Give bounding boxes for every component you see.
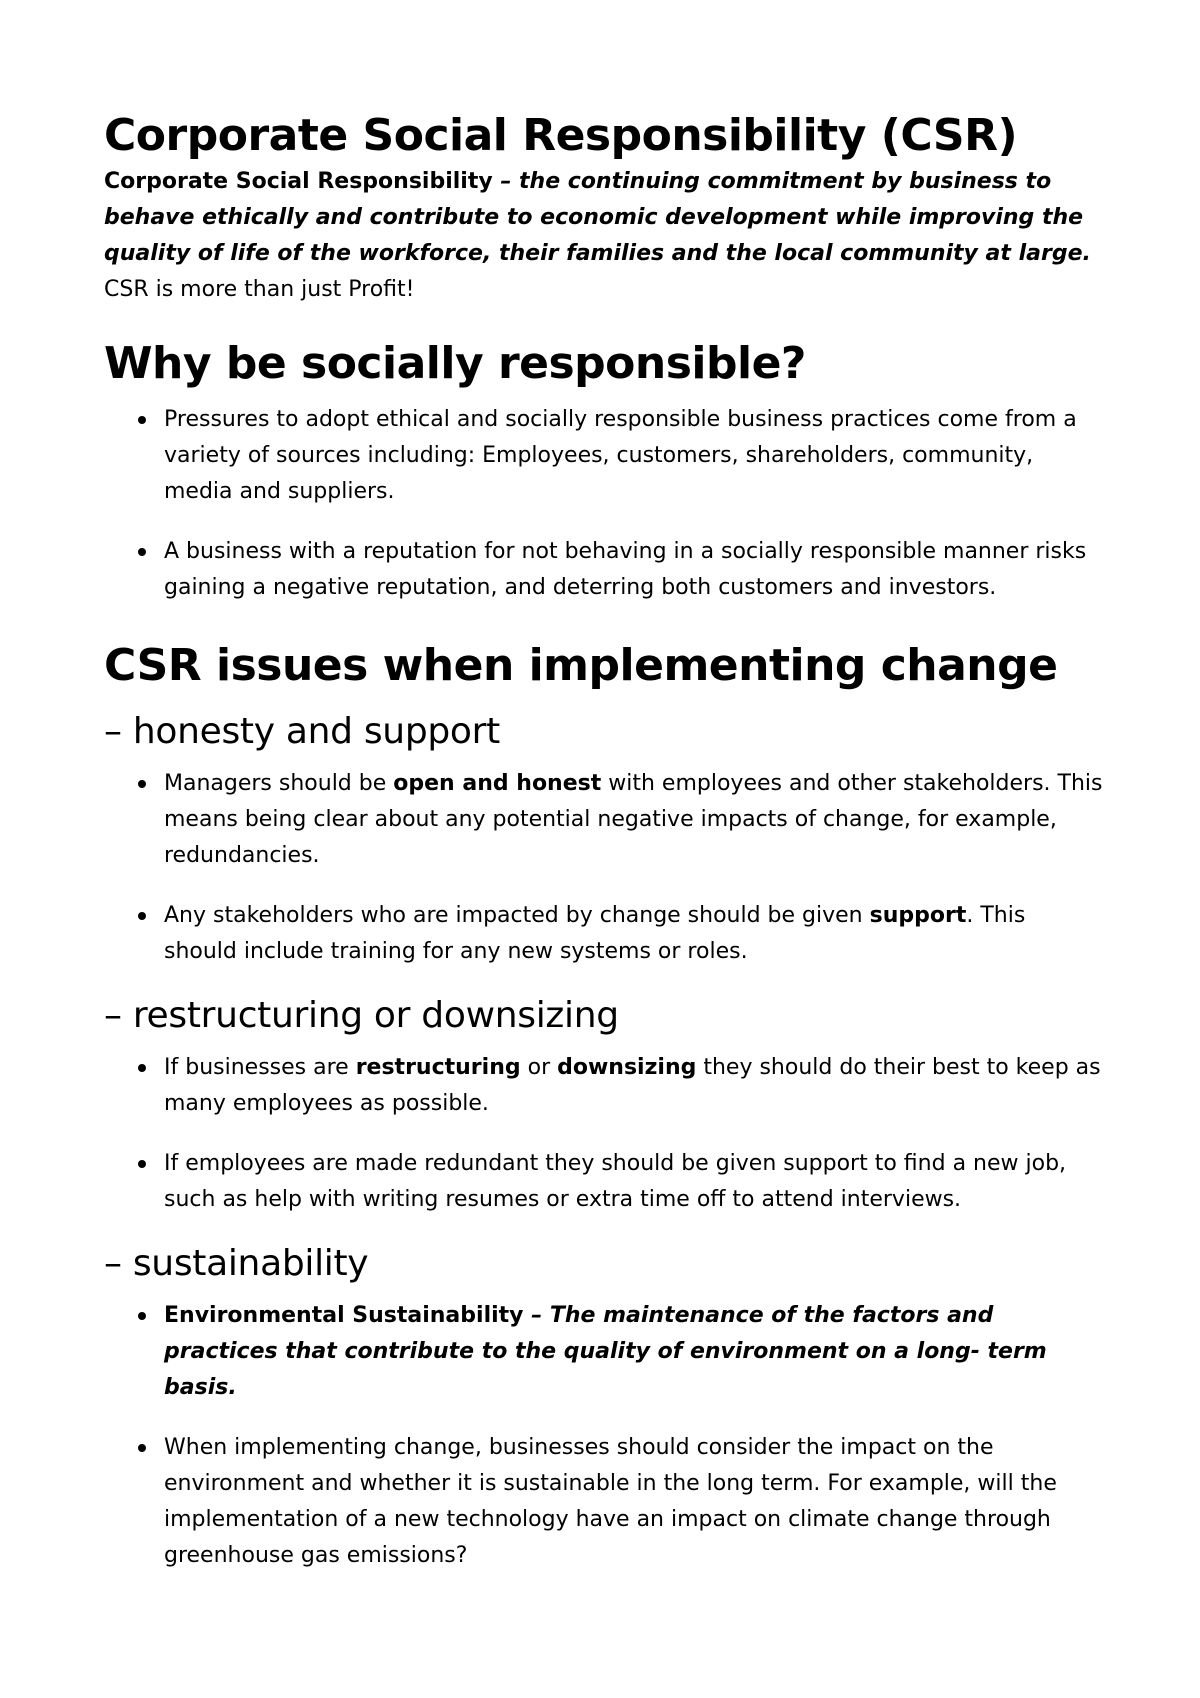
why-heading: Why be socially responsible?: [104, 338, 806, 389]
csr-definition-text: – the continuing commitment by business to behave ethically and contribute to economic development while improving the quality of life of the workforce, their families and the local community at large.: [104, 169, 1091, 266]
emphasis-text: downsizing: [557, 1055, 697, 1080]
bullet-icon: [138, 1312, 146, 1320]
list-item-text: If employees are made redundant they should be given support to find a new job, such as help with writing resumes or extra time off to attend interviews.: [164, 1151, 1067, 1212]
list-item-text: or: [520, 1055, 558, 1080]
why-list: [104, 402, 1104, 606]
bullet-icon: [138, 416, 146, 424]
bullet-icon: [138, 780, 146, 788]
csr-definition: [104, 164, 1104, 272]
list-item: [164, 1298, 1104, 1406]
list-item: [164, 1146, 1104, 1218]
list-item: [164, 766, 1104, 874]
csr-tagline: CSR is more than just Profit!: [104, 277, 415, 302]
emphasis-text: support: [869, 903, 967, 928]
restructuring-list: [104, 1050, 1104, 1218]
list-item-text: Managers should be: [164, 771, 394, 796]
list-item-text: they should do their best to keep as many employees as possible.: [164, 1055, 1101, 1116]
sustainability-term: Environmental Sustainability: [164, 1303, 524, 1328]
list-item: [164, 1430, 1104, 1574]
list-item: [164, 1050, 1104, 1122]
list-item-text: When implementing change, businesses should consider the impact on the environment and whether it is sustainable in the long term. For example, will the implementation of a new technology have an impact on climate change through greenhouse gas emissions?: [164, 1435, 1057, 1568]
bullet-icon: [138, 1064, 146, 1072]
list-item-text: Any stakeholders who are impacted by change should be given: [164, 903, 870, 928]
sustainability-subheading: – sustainability: [104, 1243, 369, 1284]
bullet-icon: [138, 1444, 146, 1452]
emphasis-text: open and honest: [393, 771, 602, 796]
list-item-text: with employees and other stakeholders. This means being clear about any potential negative impacts of change, for example, redundancies.: [164, 771, 1103, 868]
bullet-icon: [138, 548, 146, 556]
bullet-icon: [138, 1160, 146, 1168]
list-item-text: . This should include training for any new systems or roles.: [164, 903, 1026, 964]
list-item: [164, 402, 1104, 510]
honesty-subheading: – honesty and support: [104, 711, 500, 752]
list-item-text: Pressures to adopt ethical and socially responsible business practices come from a variety of sources including: Employees, customers, shareholders, community, media and suppliers.: [164, 407, 1077, 504]
honesty-list: [104, 766, 1104, 970]
sustainability-list: [104, 1298, 1104, 1574]
document-title: Corporate Social Responsibility (CSR): [104, 110, 1018, 161]
restructuring-subheading: – restructuring or downsizing: [104, 995, 619, 1036]
list-item-text: If businesses are: [164, 1055, 356, 1080]
issues-heading: CSR issues when implementing change: [104, 640, 1058, 691]
bullet-icon: [138, 912, 146, 920]
csr-term: Corporate Social Responsibility: [104, 169, 493, 194]
list-item-text: A business with a reputation for not behaving in a socially responsible manner risks gaining a negative reputation, and deterring both customers and investors.: [164, 539, 1087, 600]
emphasis-text: restructuring: [355, 1055, 521, 1080]
list-item: [164, 534, 1104, 606]
list-item: [164, 898, 1104, 970]
sustainability-definition: – The maintenance of the factors and practices that contribute to the quality of environment on a long- term basis.: [164, 1303, 1047, 1400]
